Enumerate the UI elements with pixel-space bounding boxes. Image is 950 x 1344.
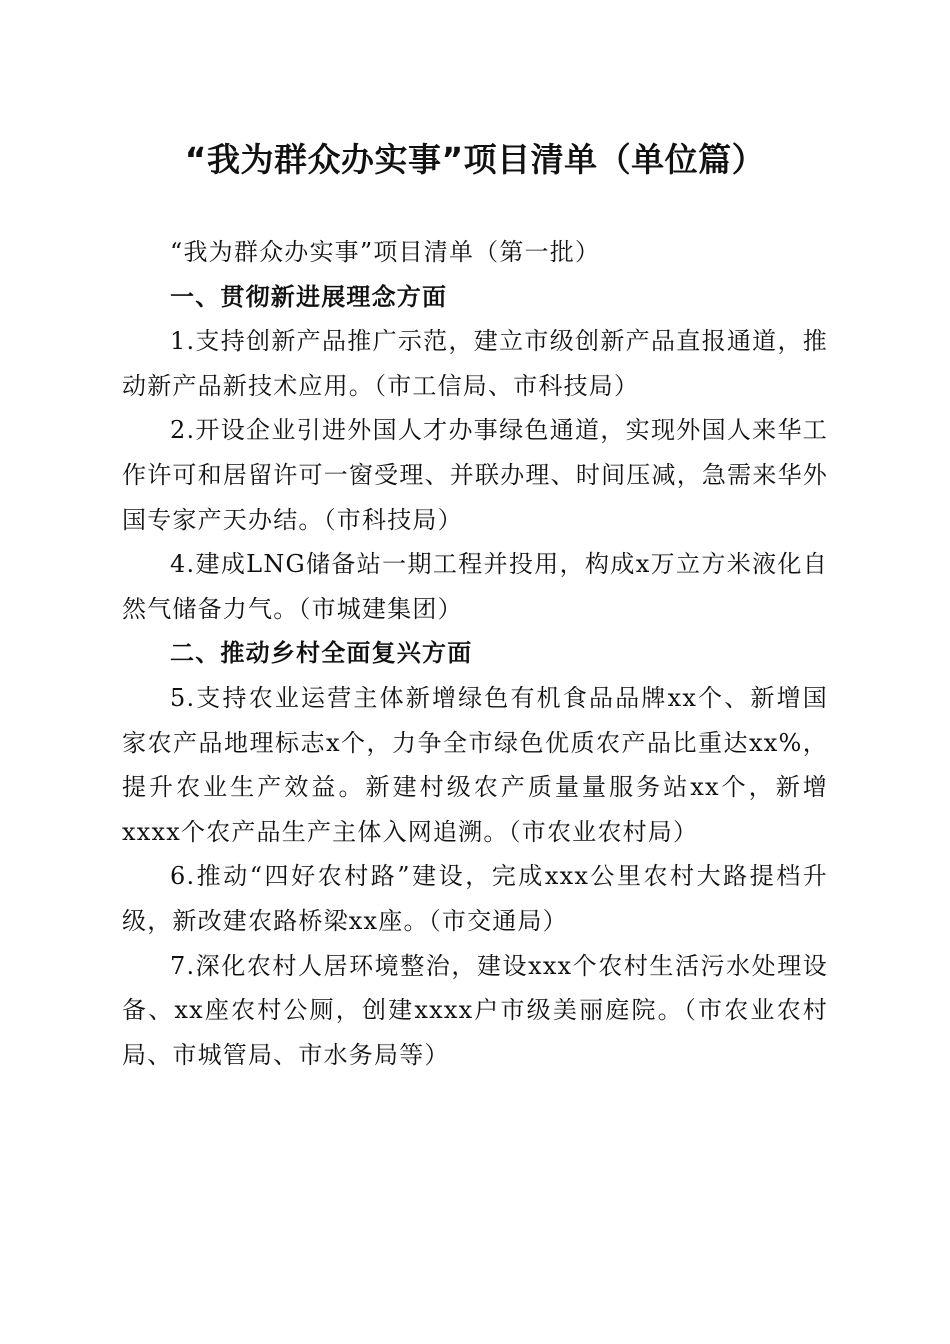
list-item-4: 4.建成LNG储备站一期工程并投用，构成x万立方米液化自然气储备力气。（市城建集团） — [122, 550, 828, 623]
list-item-2: 2.开设企业引进外国人才办事绿色通道，实现外国人来华工作许可和居留许可一窗受理、并联办理、时间压减，急需来华外国专家产天办结。（市科技局） — [122, 416, 828, 534]
list-item-7: 7.深化农村人居环境整治，建设xxx个农村生活污水处理设备、xx座农村公厕，创建xxxx户市级美丽庭院。（市农业农村局、市城管局、市水务局等） — [122, 951, 828, 1069]
list-item-6: 6.推动“四好农村路”建设，完成xxx公里农村大路提档升级，新改建农路桥梁xx座。（市交通局） — [122, 862, 828, 935]
document-title: “我为群众办实事”项目清单（单位篇） — [184, 140, 766, 179]
batch-subtitle: “我为群众办实事”项目清单（第一批） — [170, 238, 601, 266]
section-heading-1: 一、贯彻新进展理念方面 — [170, 282, 448, 311]
section-heading-2: 二、推动乡村全面复兴方面 — [170, 639, 473, 668]
list-item-5: 5.支持农业运营主体新增绿色有机食品品牌xx个、新增国家农产品地理标志x个，力争全市绿色优质农产品比重达xx%，提升农业生产效益。新建村级农产质量量服务站xx个，新增xxxx个农产品生产主体入网追溯。（市农业农村局） — [122, 683, 828, 846]
list-item-1: 1.支持创新产品推广示范，建立市级创新产品直报通道，推动新产品新技术应用。（市工信局、市科技局） — [122, 327, 828, 400]
document-body — [122, 230, 828, 1077]
